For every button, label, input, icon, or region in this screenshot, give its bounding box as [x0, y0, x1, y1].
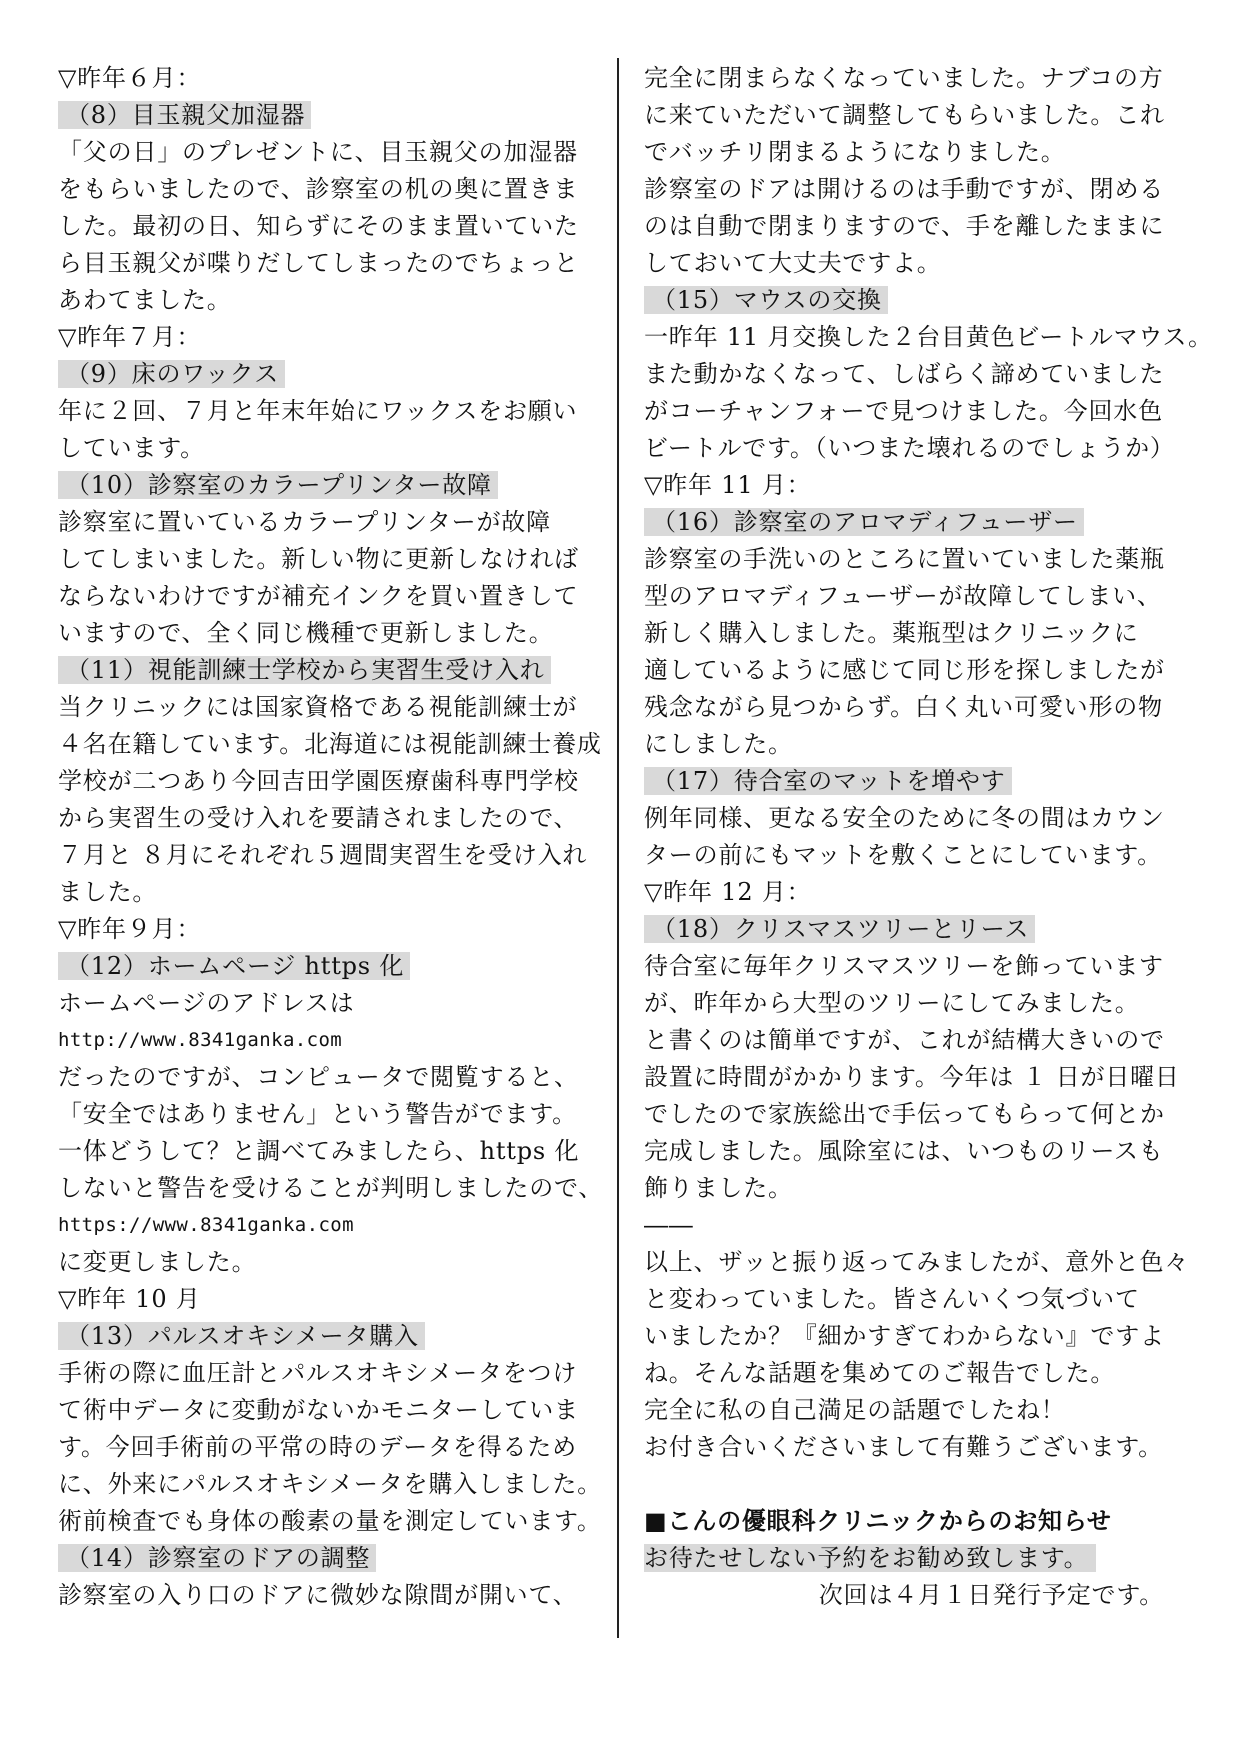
body-line: しないと警告を受けることが判明しましたので、	[58, 1174, 604, 1202]
body-line: 手術の際に血圧計とパルスオキシメータをつけ	[58, 1359, 578, 1387]
body-line: から実習生の受け入れを要請されましたので、	[58, 804, 579, 832]
month-marker: ▽昨年６月：	[58, 64, 202, 92]
body-line: 完全に閉まらなくなっていました。ナブコの方	[644, 64, 1164, 92]
body-line: ました。	[58, 878, 158, 906]
body-line: 診察室の入り口のドアに微妙な隙間が開いて、	[58, 1581, 578, 1609]
section-heading	[58, 1540, 618, 1577]
body-line: ７月と ８月にそれぞれ５週間実習生を受け入れ	[58, 841, 588, 869]
body-line: 適しているように感じて同じ形を探しましたが	[644, 656, 1165, 684]
body-line: いましたか？『細かすぎてわからない』ですよ	[644, 1322, 1165, 1350]
body-line: ４名在籍しています。北海道には視能訓練士養成	[58, 730, 602, 758]
body-line: ね。そんな話題を集めてのご報告でした。	[644, 1359, 1116, 1387]
section-heading-text: （11）視能訓練士学校から実習生受け入れ	[58, 656, 551, 684]
section-heading-text: （18）クリスマスツリーとリース	[644, 915, 1035, 943]
section-heading	[58, 356, 618, 393]
body-line: いますので、全く同じ機種で更新しました。	[58, 619, 554, 647]
body-line: ターの前にもマットを敷くことにしています。	[644, 841, 1162, 869]
body-line: ら目玉親父が喋りだしてしまったのでちょっと	[58, 249, 579, 277]
body-line: に、外来にパルスオキシメータを購入しました。	[58, 1470, 602, 1498]
section-heading-text: （12）ホームページ https 化	[58, 952, 410, 980]
body-line: 一体どうして？と調べてみましたら、https 化	[58, 1137, 580, 1165]
notice-title: ■こんの優眼科クリニックからのお知らせ	[644, 1507, 1112, 1535]
body-line: でバッチリ閉まるようになりました。	[644, 138, 1066, 166]
body-line: 「父の日」のプレゼントに、目玉親父の加湿器	[58, 138, 578, 166]
body-line: してしまいました。新しい物に更新しなければ	[58, 545, 579, 573]
body-line: 残念ながら見つからず。白く丸い可愛い形の物	[644, 693, 1163, 721]
section-heading	[644, 911, 1204, 948]
section-heading	[58, 948, 618, 985]
section-heading	[644, 763, 1204, 800]
notice-message-text: お待たせしない予約をお勧め致します。	[644, 1544, 1096, 1572]
body-line: 学校が二つあり今回吉田学園医療歯科専門学校	[58, 767, 579, 795]
body-line: 設置に時間がかかります。今年は １ 日が日曜日	[644, 1063, 1180, 1091]
body-line: 完全に私の自己満足の話題でしたね！	[644, 1396, 1066, 1424]
section-heading-text: （15）マウスの交換	[644, 286, 888, 314]
body-line: に変更しました。	[58, 1248, 257, 1276]
body-line: 診察室の手洗いのところに置いていました薬瓶	[644, 545, 1165, 573]
body-line: 飾りました。	[644, 1174, 793, 1202]
section-heading	[644, 504, 1204, 541]
section-heading-text: （14）診察室のドアの調整	[58, 1544, 376, 1572]
body-line: 以上、ザッと振り返ってみましたが、意外と色々	[644, 1248, 1190, 1276]
section-heading	[644, 282, 1204, 319]
section-heading	[58, 652, 618, 689]
body-line: をもらいましたので、診察室の机の奥に置きま	[58, 175, 579, 203]
section-heading-text: （13）パルスオキシメータ購入	[58, 1322, 425, 1350]
body-line: 術前検査でも身体の酸素の量を測定しています。	[58, 1507, 602, 1535]
body-line: でしたので家族総出で手伝ってもらって何とか	[644, 1100, 1165, 1128]
body-line: にしました。	[644, 730, 793, 758]
body-line: 診察室に置いているカラープリンターが故障	[58, 508, 551, 536]
body-line: しています。	[58, 434, 205, 462]
spacer	[644, 1466, 1204, 1503]
body-line: また動かなくなって、しばらく諦めていました	[644, 360, 1165, 388]
body-line: す。今回手術前の平常の時のデータを得るため	[58, 1433, 577, 1461]
body-line: ――	[644, 1211, 694, 1239]
body-line: がコーチャンフォーで見つけました。今回水色	[644, 397, 1163, 425]
month-marker: ▽昨年 10 月	[58, 1285, 201, 1313]
body-line: と変わっていました。皆さんいくつ気づいて	[644, 1285, 1140, 1313]
body-line: 「安全ではありません」という警告がでます。	[58, 1100, 577, 1128]
body-line: が、昨年から大型のツリーにしてみました。	[644, 989, 1140, 1017]
body-line: ならないわけですが補充インクを買い置きして	[58, 582, 579, 610]
body-line: だったのですが、コンピュータで閲覧すると、	[58, 1063, 579, 1091]
month-marker: ▽昨年 11 月：	[644, 471, 812, 499]
body-line: 診察室のドアは開けるのは手動ですが、閉める	[644, 175, 1165, 203]
section-heading-text: （16）診察室のアロマディフューザー	[644, 508, 1084, 536]
body-line: のは自動で閉まりますので、手を離したままに	[644, 212, 1165, 240]
column-divider	[617, 58, 619, 1638]
body-line: に来ていただいて調整してもらいました。これ	[644, 101, 1165, 129]
body-line: 型のアロマディフューザーが故障してしまい、	[644, 582, 1162, 610]
body-line: した。最初の日、知らずにそのまま置いていた	[58, 212, 579, 240]
section-heading-text: （10）診察室のカラープリンター故障	[58, 471, 498, 499]
body-line: お付き合いくださいまして有難うございます。	[644, 1433, 1163, 1461]
section-heading	[58, 97, 618, 134]
body-line: ビートルです。（いつまた壊れるのでしょうか）	[644, 434, 1175, 462]
body-line: 待合室に毎年クリスマスツリーを飾っています	[644, 952, 1164, 980]
body-line: 新しく購入しました。薬瓶型はクリニックに	[644, 619, 1139, 647]
month-marker: ▽昨年 12 月：	[644, 878, 812, 906]
body-line: ホームページのアドレスは	[58, 989, 355, 1017]
body-line: 例年同様、更なる安全のために冬の間はカウン	[644, 804, 1165, 832]
body-line: 完成しました。風除室には、いつものリースも	[644, 1137, 1164, 1165]
section-heading	[58, 1318, 618, 1355]
body-line: 年に２回、７月と年末年始にワックスをお願い	[58, 397, 578, 425]
right-column	[644, 60, 1213, 1614]
body-line: 一昨年 11 月交換した２台目黄色ビートルマウス。	[644, 323, 1213, 351]
left-column	[58, 60, 618, 1614]
url-line: http://www.8341ganka.com	[58, 1029, 343, 1051]
body-line: て術中データに変動がないかモニターしていま	[58, 1396, 579, 1424]
section-heading-text: （17）待合室のマットを増やす	[644, 767, 1012, 795]
body-line: しておいて大丈夫ですよ。	[644, 249, 942, 277]
next-issue-note: 次回は４月１日発行予定です。	[818, 1581, 1164, 1609]
month-marker: ▽昨年９月：	[58, 915, 202, 943]
section-heading-text: （9）床のワックス	[58, 360, 285, 388]
body-line: と書くのは簡単ですが、これが結構大きいので	[644, 1026, 1165, 1054]
month-marker: ▽昨年７月：	[58, 323, 202, 351]
body-line: あわてました。	[58, 286, 232, 314]
body-line: 当クリニックには国家資格である視能訓練士が	[58, 693, 578, 721]
section-heading-text: （8）目玉親父加湿器	[58, 101, 311, 129]
section-heading	[58, 467, 618, 504]
url-line: https://www.8341ganka.com	[58, 1214, 354, 1236]
notice-message	[644, 1540, 1204, 1577]
